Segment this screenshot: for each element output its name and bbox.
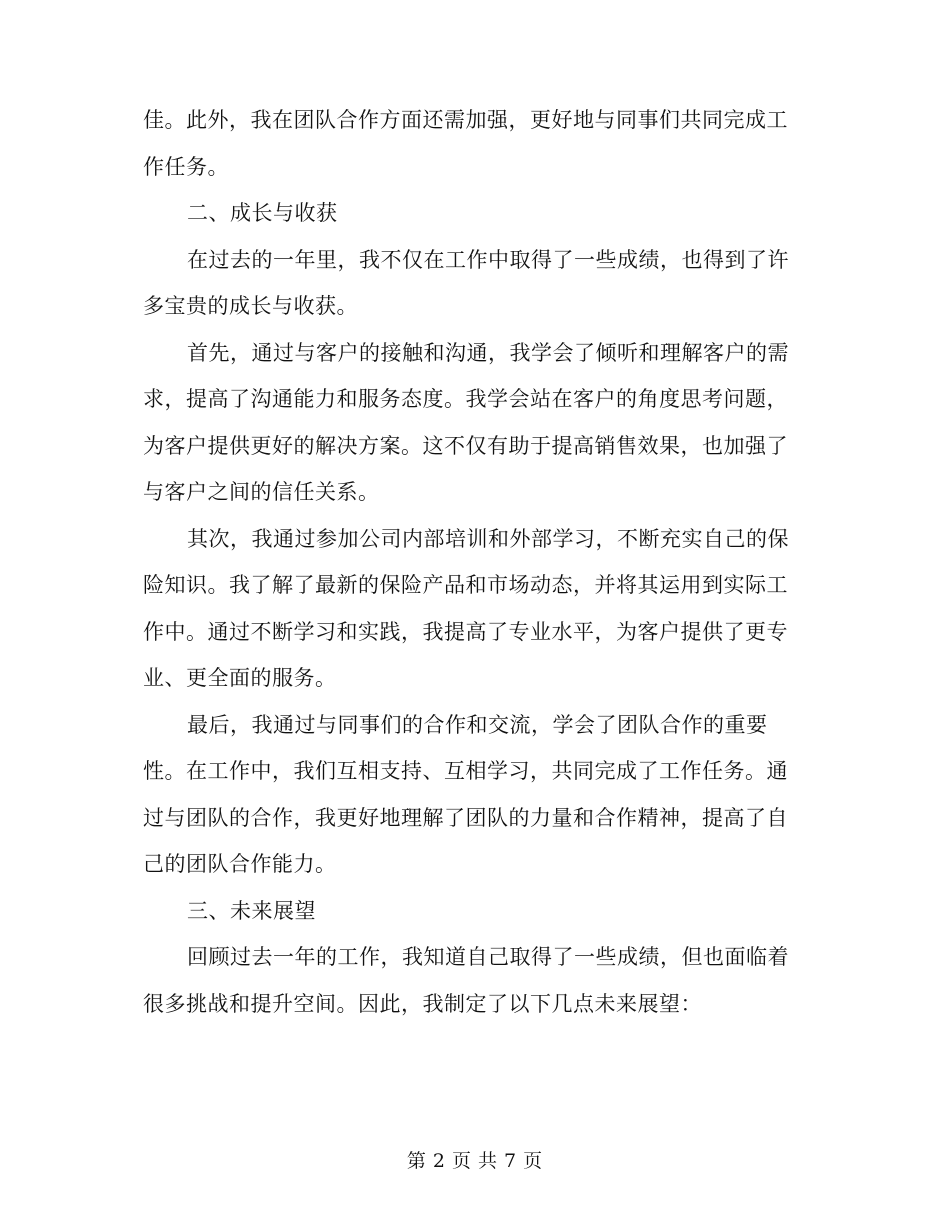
text-line: 己的团队合作能力。 bbox=[143, 852, 337, 876]
text-line: 其次，我通过参加公司内部培训和外部学习，不断充实自己的保 bbox=[187, 526, 789, 551]
footer-total-word: 共 bbox=[478, 1150, 499, 1172]
text-line: 过与团队的合作，我更好地理解了团队的力量和合作精神，提高了自 bbox=[143, 805, 788, 830]
text-line: 在过去的一年里，我不仅在工作中取得了一些成绩，也得到了许 bbox=[187, 247, 789, 272]
text-line: 业、更全面的服务。 bbox=[143, 666, 337, 690]
text-line: 作中。通过不断学习和实践，我提高了专业水平，为客户提供了更专 bbox=[143, 619, 788, 644]
text-line: 性。在工作中，我们互相支持、互相学习，共同完成了工作任务。通 bbox=[143, 759, 788, 783]
text-line: 回顾过去一年的工作，我知道自己取得了一些成绩，但也面临着 bbox=[187, 945, 789, 969]
text-line: 佳。此外，我在团队合作方面还需加强，更好地与同事们共同完成工 bbox=[143, 108, 788, 132]
text-line: 作任务。 bbox=[143, 154, 229, 179]
section-heading-outlook: 三、未来展望 bbox=[187, 898, 316, 923]
page-footer bbox=[0, 1146, 950, 1173]
text-line: 险知识。我了解了最新的保险产品和市场动态，并将其运用到实际工 bbox=[143, 573, 788, 597]
footer-prefix: 第 bbox=[406, 1150, 427, 1172]
text-line: 求，提高了沟通能力和服务态度。我学会站在客户的角度思考问题， bbox=[143, 387, 788, 411]
total-pages-number: 7 bbox=[504, 1150, 518, 1172]
footer-suffix: 页 bbox=[523, 1150, 544, 1172]
document-body bbox=[143, 97, 803, 1027]
text-line: 首先，通过与客户的接触和沟通，我学会了倾听和理解客户的需 bbox=[187, 340, 789, 365]
section-heading-growth: 二、成长与收获 bbox=[187, 201, 338, 225]
footer-page-word: 页 bbox=[451, 1150, 472, 1172]
text-line: 最后，我通过与同事们的合作和交流，学会了团队合作的重要 bbox=[187, 712, 768, 737]
text-line: 很多挑战和提升空间。因此，我制定了以下几点未来展望： bbox=[143, 991, 702, 1016]
text-line: 多宝贵的成长与收获。 bbox=[143, 294, 358, 318]
text-line: 为客户提供更好的解决方案。这不仅有助于提高销售效果，也加强了 bbox=[143, 433, 788, 458]
current-page-number: 2 bbox=[432, 1150, 446, 1172]
text-line: 与客户之间的信任关系。 bbox=[143, 480, 380, 504]
